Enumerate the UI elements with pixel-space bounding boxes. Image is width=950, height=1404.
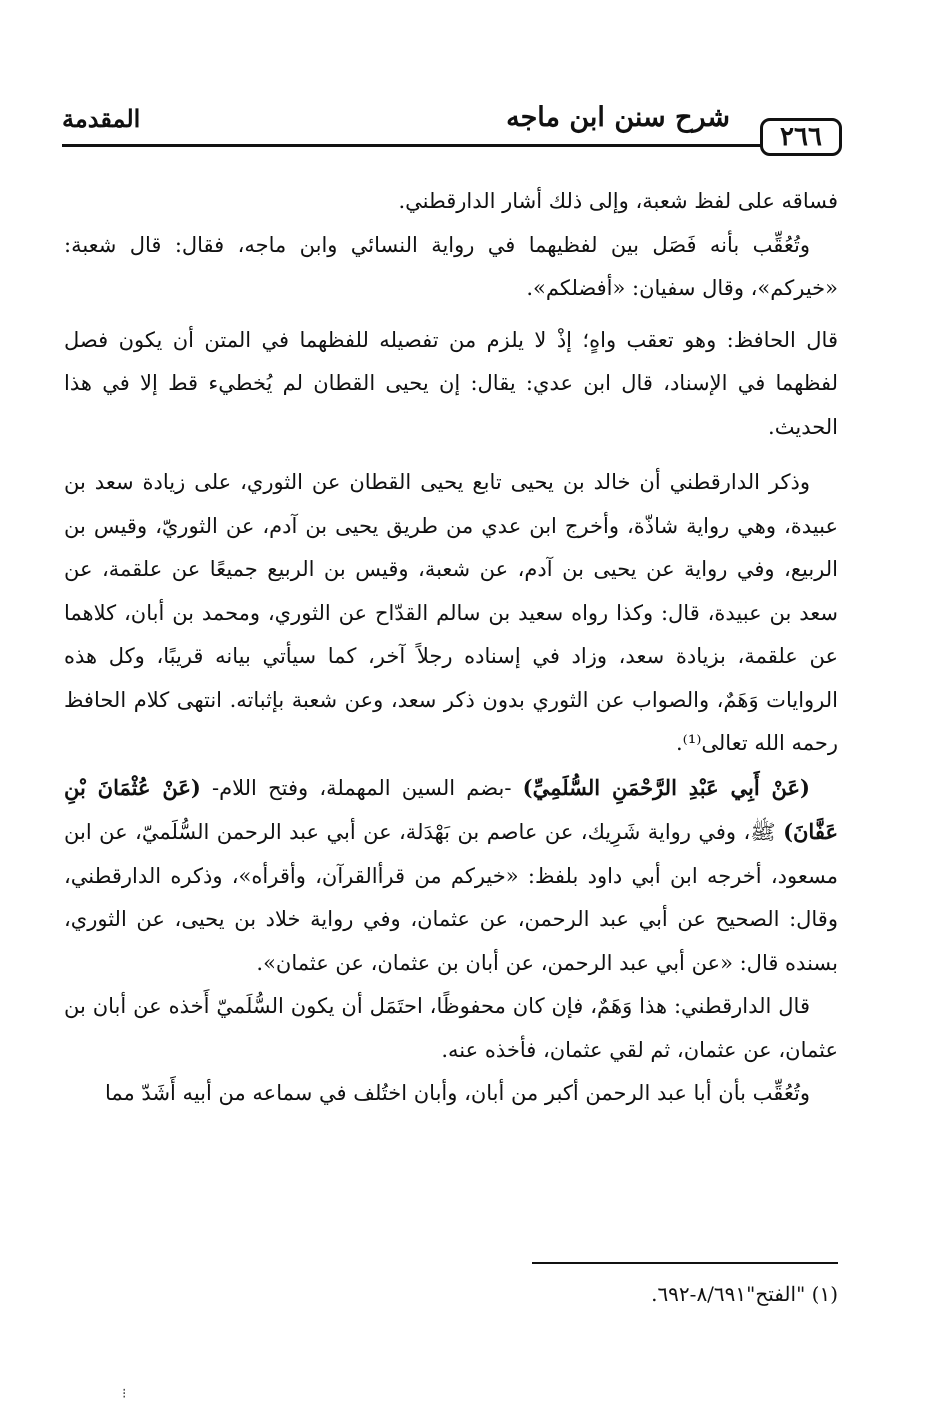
paragraph-5-part-1: -بضم السين المهملة، وفتح اللام- <box>200 775 523 800</box>
paragraph-6: قال الدارقطني: هذا وَهَمٌ، فإن كان محفوظًا، احتَمَل أن يكون السُّلَميّ أَخذه عن أبان بن عثمان، عن عثمان، ثم لقي عثمان، فأخذه عنه. <box>64 994 838 1062</box>
bold-phrase-abu-abd-rahman: (عَنْ أَبِي عَبْدِ الرَّحْمَنِ السُّلَمِيِّ) <box>522 774 810 800</box>
paragraph-5-part-2: ﷺ، وفي رواية شَرِيك، عن عاصم بن بَهْدَلة، عن أبي عبد الرحمن السُّلَميّ، عن ابن مسعود، أخرجه ابن أبي داود بلفظ: «خيركم من قرأالقرآن، وأقرأه»، وذكره الدارقطني، وقال: الصحيح عن أبي عبد الرحمن، عن عثمان، وفي رواية خلاد بن يحيى، عن الثوري، بسنده قال: «عن أبي عبد الرحمن، عن أبان بن عثمان، عن عثمان». <box>64 820 838 975</box>
paragraph-4: وذكر الدارقطني أن خالد بن يحيى تابع يحيى القطان عن الثوري، على زيادة سعد بن عبيدة، وهي رواية شاذّة، وأخرج ابن عدي من طريق يحيى بن آدم، عن الثوريّ، وقيس بن الربيع، وفي رواية عن يحيى بن آدم، عن شعبة، وقيس بن الربيع جميعًا عن علقمة، عن سعد بن عبيدة، قال: وكذا رواه سعيد بن سالم القدّاح عن الثوري، ومحمد بن أبان، كلاهما عن علقمة، بزيادة سعد، وزاد في إسناده رجلاً آخر، كما سيأتي بيانه قريبًا، وكل هذه الروايات وَهَمٌ، والصواب عن الثوري بدون ذكر سعد، وعن شعبة بإثباته. انتهى كلام الحافظ رحمه الله تعالى⁽¹⁾. <box>64 470 838 755</box>
paragraph-5 <box>64 766 838 986</box>
header-rule <box>62 144 762 147</box>
paragraph-1: فساقه على لفظ شعبة، وإلى ذلك أشار الدارقطني. <box>398 189 838 213</box>
paragraph-2: وتُعُقِّب بأنه فَصَل بين لفظيهما في رواية النسائي وابن ماجه، فقال: قال شعبة: «خيركم»، وقال سفيان: «أفضلكم». <box>64 232 838 300</box>
book-title: شرح سنن ابن ماجه <box>506 102 730 133</box>
scan-mark: ⁝ <box>122 1386 127 1402</box>
main-text <box>64 180 838 1116</box>
section-title: المقدمة <box>62 104 141 133</box>
footnote: (١) "الفتح"٨/٦٩١-٦٩٢. <box>651 1282 838 1306</box>
bold-phrase-uthman: (عَنْ عُثْمَانَ بْنِ عَفَّانَ) <box>64 774 838 844</box>
paragraph-3: قال الحافظ: وهو تعقب واهٍ؛ إذْ لا يلزم من تفصيله للفظهما في المتن أن يكون فصل لفظهما في الإسناد، قال ابن عدي: يقال: إن يحيى القطان لم يُخطيء قط إلا في هذا الحديث. <box>64 327 838 439</box>
page-header <box>62 100 842 160</box>
footnote-rule <box>532 1262 838 1264</box>
page-number: ٢٦٦ <box>760 118 842 156</box>
paragraph-7: وتُعُقِّب بأن أبا عبد الرحمن أكبر من أبان، وأبان اختُلف في سماعه من أبيه أَشَدّ مما <box>104 1081 810 1105</box>
